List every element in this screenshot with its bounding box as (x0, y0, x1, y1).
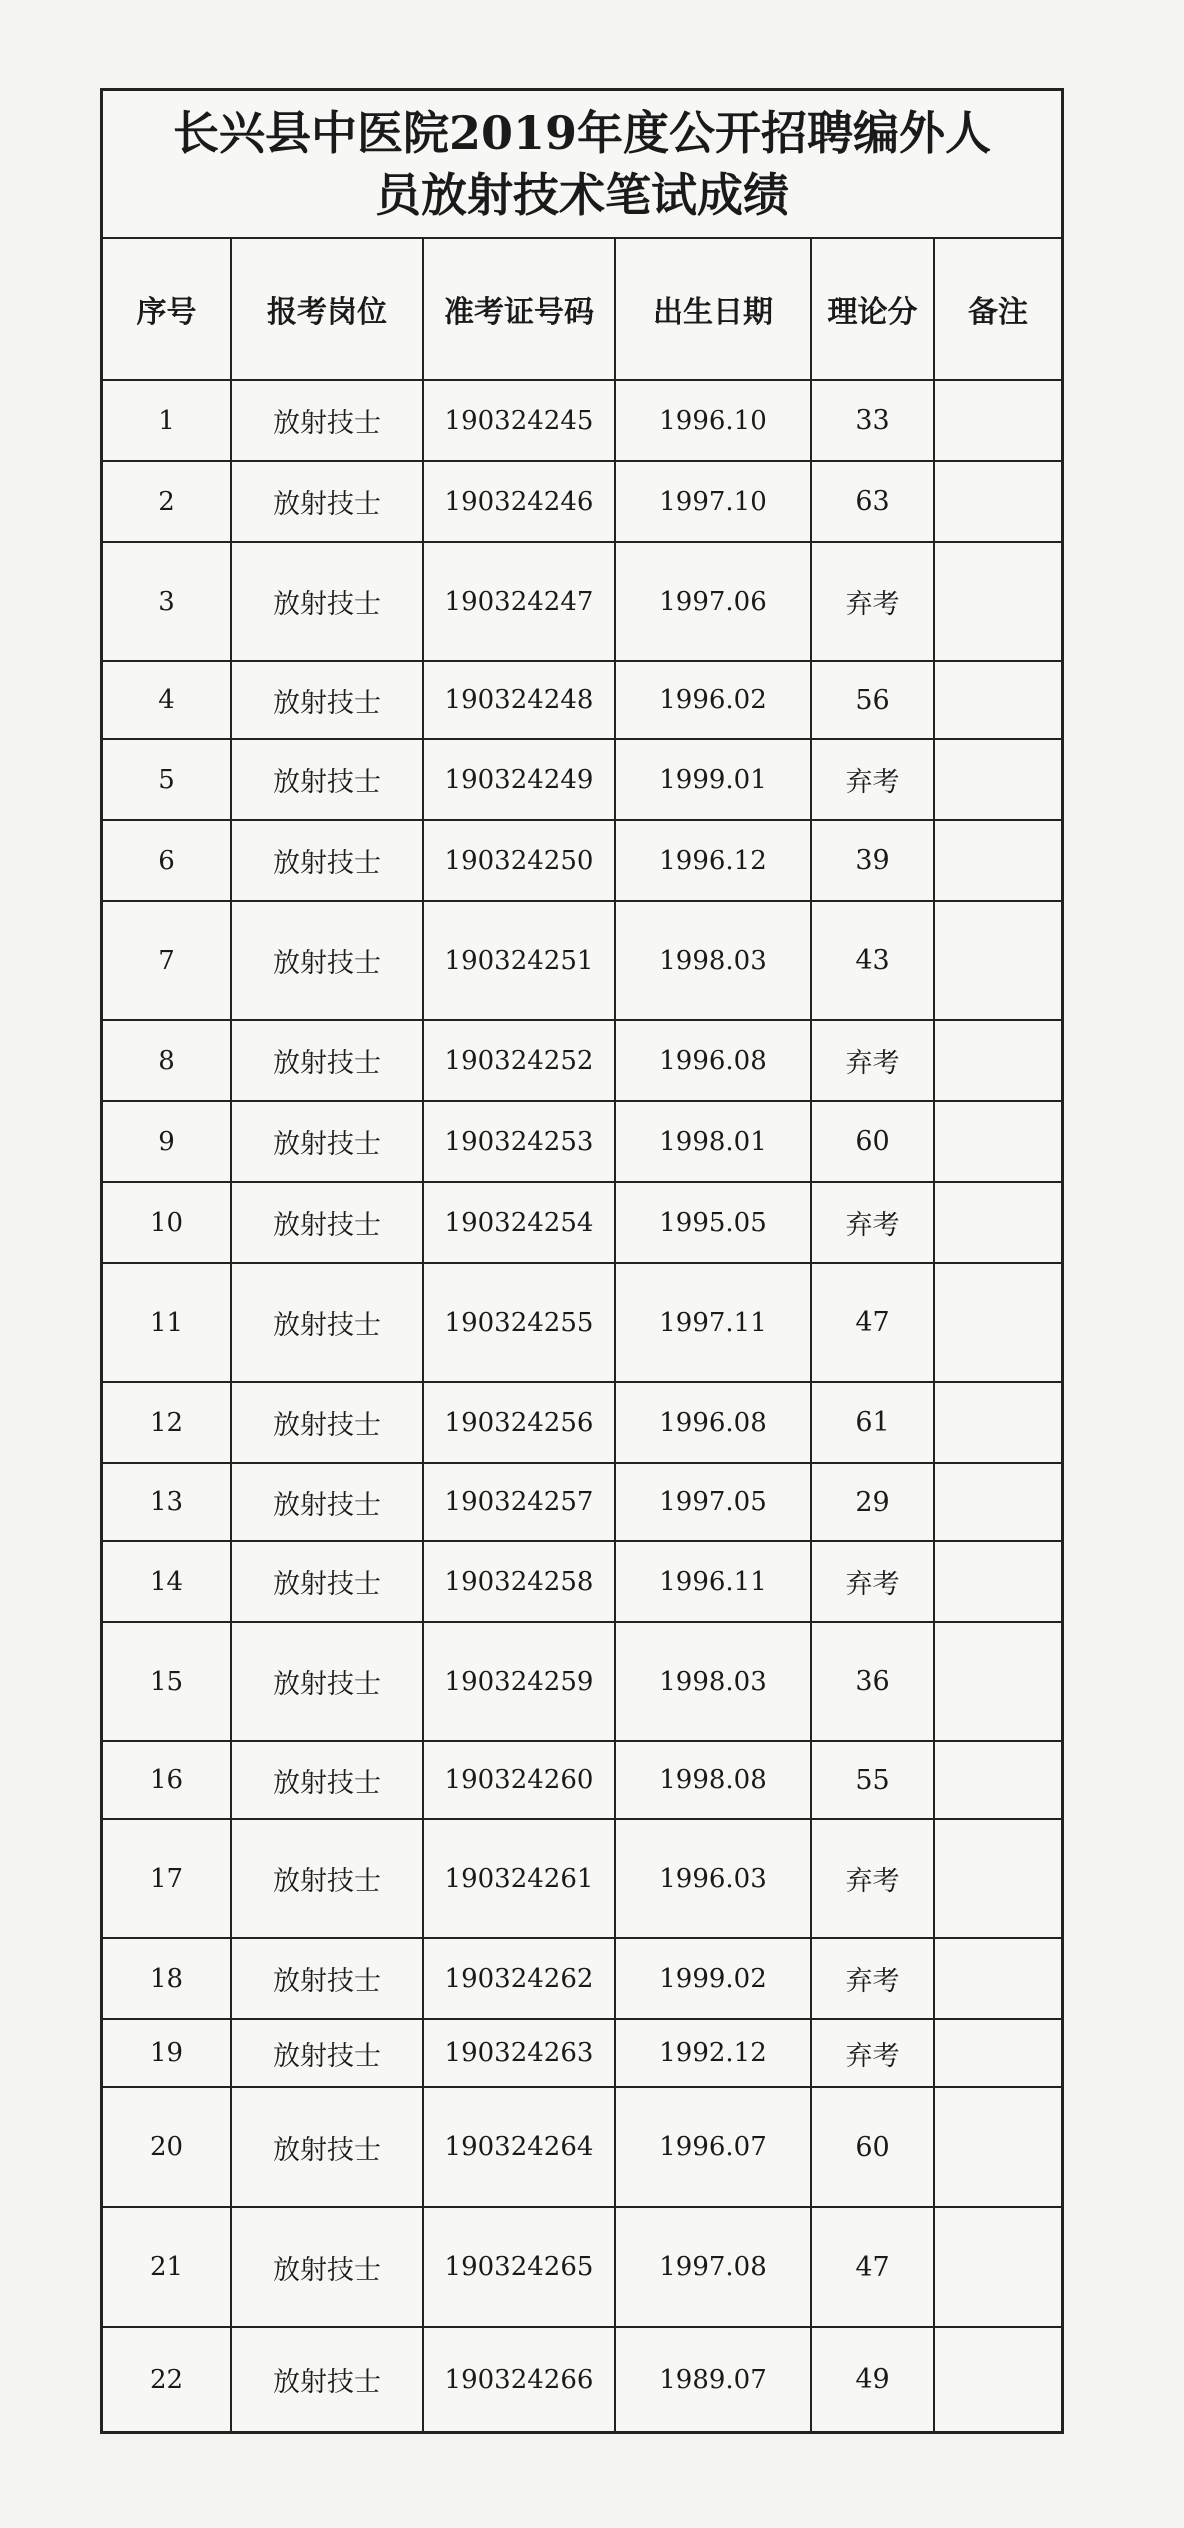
table-row (103, 1382, 1061, 1463)
cell-seq: 17 (103, 1819, 231, 1938)
cell-score: 47 (811, 2207, 934, 2327)
cell-seq: 2 (103, 461, 231, 542)
cell-score: 55 (811, 1741, 934, 1819)
cell-post: 放射技士 (231, 2087, 423, 2207)
table-row (103, 739, 1061, 820)
cell-post: 放射技士 (231, 1938, 423, 2019)
cell-score: 弃考 (811, 1182, 934, 1263)
cell-ticket: 190324249 (423, 739, 615, 820)
cell-remark (934, 2087, 1061, 2207)
table-row (103, 2207, 1061, 2327)
table-row (103, 1182, 1061, 1263)
cell-score: 33 (811, 380, 934, 461)
score-table (103, 239, 1061, 2431)
table-row (103, 820, 1061, 901)
cell-ticket: 190324254 (423, 1182, 615, 1263)
table-row (103, 542, 1061, 661)
cell-birth: 1998.03 (615, 901, 811, 1020)
cell-ticket: 190324258 (423, 1541, 615, 1622)
cell-remark (934, 661, 1061, 739)
cell-score: 63 (811, 461, 934, 542)
table-row (103, 2327, 1061, 2431)
cell-birth: 1997.11 (615, 1263, 811, 1382)
cell-post: 放射技士 (231, 542, 423, 661)
cell-seq: 9 (103, 1101, 231, 1182)
cell-seq: 14 (103, 1541, 231, 1622)
cell-score: 43 (811, 901, 934, 1020)
cell-remark (934, 1382, 1061, 1463)
cell-seq: 16 (103, 1741, 231, 1819)
header-remark: 备注 (934, 239, 1061, 380)
cell-post: 放射技士 (231, 1741, 423, 1819)
cell-post: 放射技士 (231, 1382, 423, 1463)
table-row (103, 1263, 1061, 1382)
table-row (103, 1819, 1061, 1938)
cell-post: 放射技士 (231, 1101, 423, 1182)
cell-score: 61 (811, 1382, 934, 1463)
cell-score: 弃考 (811, 1020, 934, 1101)
cell-score: 36 (811, 1622, 934, 1741)
cell-ticket: 190324263 (423, 2019, 615, 2087)
header-post: 报考岗位 (231, 239, 423, 380)
cell-remark (934, 739, 1061, 820)
cell-remark (934, 542, 1061, 661)
cell-seq: 10 (103, 1182, 231, 1263)
cell-birth: 1997.06 (615, 542, 811, 661)
cell-seq: 15 (103, 1622, 231, 1741)
cell-remark (934, 380, 1061, 461)
cell-score: 56 (811, 661, 934, 739)
cell-seq: 22 (103, 2327, 231, 2431)
cell-ticket: 190324266 (423, 2327, 615, 2431)
title-line-1: 长兴县中医院2019年度公开招聘编外人 (172, 106, 992, 160)
table-row (103, 2019, 1061, 2087)
cell-birth: 1997.05 (615, 1463, 811, 1541)
cell-seq: 8 (103, 1020, 231, 1101)
header-score: 理论分 (811, 239, 934, 380)
header-ticket: 准考证号码 (423, 239, 615, 380)
title-line-2: 员放射技术笔试成绩 (375, 168, 789, 222)
cell-remark (934, 2327, 1061, 2431)
cell-ticket: 190324247 (423, 542, 615, 661)
cell-score: 弃考 (811, 1541, 934, 1622)
cell-score: 39 (811, 820, 934, 901)
cell-post: 放射技士 (231, 2207, 423, 2327)
table-header-row (103, 239, 1061, 380)
cell-birth: 1996.08 (615, 1020, 811, 1101)
cell-birth: 1998.08 (615, 1741, 811, 1819)
cell-remark (934, 1463, 1061, 1541)
cell-birth: 1996.07 (615, 2087, 811, 2207)
table-row (103, 2087, 1061, 2207)
cell-remark (934, 1182, 1061, 1263)
cell-score: 47 (811, 1263, 934, 1382)
cell-seq: 11 (103, 1263, 231, 1382)
document-title (103, 91, 1061, 239)
cell-score: 29 (811, 1463, 934, 1541)
cell-seq: 19 (103, 2019, 231, 2087)
cell-remark (934, 1819, 1061, 1938)
score-sheet (100, 88, 1064, 2434)
cell-birth: 1992.12 (615, 2019, 811, 2087)
table-row (103, 380, 1061, 461)
table-row (103, 1741, 1061, 1819)
table-row (103, 1020, 1061, 1101)
cell-ticket: 190324251 (423, 901, 615, 1020)
cell-remark (934, 2207, 1061, 2327)
cell-birth: 1999.02 (615, 1938, 811, 2019)
cell-ticket: 190324253 (423, 1101, 615, 1182)
cell-ticket: 190324259 (423, 1622, 615, 1741)
cell-post: 放射技士 (231, 461, 423, 542)
cell-remark (934, 901, 1061, 1020)
cell-remark (934, 1020, 1061, 1101)
cell-remark (934, 2019, 1061, 2087)
cell-seq: 7 (103, 901, 231, 1020)
table-row (103, 1101, 1061, 1182)
cell-ticket: 190324255 (423, 1263, 615, 1382)
cell-ticket: 190324262 (423, 1938, 615, 2019)
cell-birth: 1997.08 (615, 2207, 811, 2327)
cell-birth: 1999.01 (615, 739, 811, 820)
table-body (103, 380, 1061, 2431)
cell-score: 弃考 (811, 2019, 934, 2087)
cell-ticket: 190324261 (423, 1819, 615, 1938)
cell-ticket: 190324246 (423, 461, 615, 542)
table-row (103, 1938, 1061, 2019)
cell-birth: 1995.05 (615, 1182, 811, 1263)
cell-ticket: 190324250 (423, 820, 615, 901)
cell-post: 放射技士 (231, 1541, 423, 1622)
table-row (103, 1463, 1061, 1541)
cell-birth: 1997.10 (615, 461, 811, 542)
cell-post: 放射技士 (231, 1622, 423, 1741)
cell-score: 60 (811, 2087, 934, 2207)
cell-ticket: 190324265 (423, 2207, 615, 2327)
cell-remark (934, 820, 1061, 901)
cell-remark (934, 461, 1061, 542)
cell-ticket: 190324245 (423, 380, 615, 461)
cell-birth: 1996.02 (615, 661, 811, 739)
cell-birth: 1996.10 (615, 380, 811, 461)
cell-birth: 1996.03 (615, 1819, 811, 1938)
cell-seq: 13 (103, 1463, 231, 1541)
cell-post: 放射技士 (231, 2019, 423, 2087)
cell-birth: 1996.12 (615, 820, 811, 901)
cell-score: 60 (811, 1101, 934, 1182)
table-row (103, 1541, 1061, 1622)
cell-seq: 1 (103, 380, 231, 461)
cell-post: 放射技士 (231, 1182, 423, 1263)
cell-birth: 1996.11 (615, 1541, 811, 1622)
cell-birth: 1998.01 (615, 1101, 811, 1182)
cell-post: 放射技士 (231, 2327, 423, 2431)
header-seq: 序号 (103, 239, 231, 380)
cell-post: 放射技士 (231, 1020, 423, 1101)
cell-post: 放射技士 (231, 380, 423, 461)
cell-score: 弃考 (811, 739, 934, 820)
table-row (103, 661, 1061, 739)
cell-post: 放射技士 (231, 1463, 423, 1541)
cell-birth: 1998.03 (615, 1622, 811, 1741)
cell-seq: 21 (103, 2207, 231, 2327)
cell-remark (934, 1541, 1061, 1622)
cell-birth: 1996.08 (615, 1382, 811, 1463)
cell-post: 放射技士 (231, 1819, 423, 1938)
header-birth: 出生日期 (615, 239, 811, 380)
cell-post: 放射技士 (231, 739, 423, 820)
cell-seq: 5 (103, 739, 231, 820)
cell-ticket: 190324260 (423, 1741, 615, 1819)
table-row (103, 901, 1061, 1020)
cell-post: 放射技士 (231, 820, 423, 901)
cell-seq: 3 (103, 542, 231, 661)
cell-ticket: 190324256 (423, 1382, 615, 1463)
cell-seq: 4 (103, 661, 231, 739)
cell-ticket: 190324264 (423, 2087, 615, 2207)
cell-remark (934, 1263, 1061, 1382)
cell-seq: 12 (103, 1382, 231, 1463)
cell-seq: 20 (103, 2087, 231, 2207)
table-row (103, 1622, 1061, 1741)
cell-remark (934, 1741, 1061, 1819)
cell-post: 放射技士 (231, 661, 423, 739)
cell-seq: 6 (103, 820, 231, 901)
cell-remark (934, 1101, 1061, 1182)
cell-score: 弃考 (811, 1819, 934, 1938)
cell-score: 49 (811, 2327, 934, 2431)
cell-ticket: 190324248 (423, 661, 615, 739)
cell-remark (934, 1938, 1061, 2019)
table-row (103, 461, 1061, 542)
cell-ticket: 190324257 (423, 1463, 615, 1541)
cell-ticket: 190324252 (423, 1020, 615, 1101)
cell-score: 弃考 (811, 1938, 934, 2019)
cell-post: 放射技士 (231, 1263, 423, 1382)
cell-post: 放射技士 (231, 901, 423, 1020)
cell-seq: 18 (103, 1938, 231, 2019)
cell-score: 弃考 (811, 542, 934, 661)
cell-birth: 1989.07 (615, 2327, 811, 2431)
cell-remark (934, 1622, 1061, 1741)
